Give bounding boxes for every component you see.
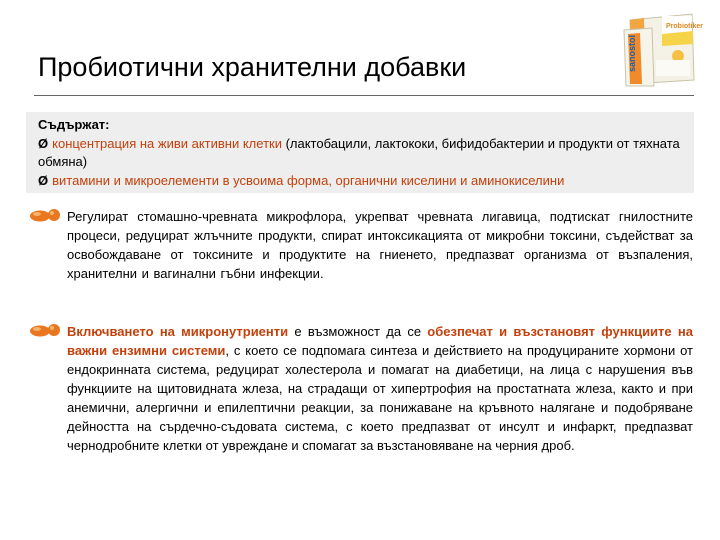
page-title: Пробиотични хранителни добавки <box>38 52 467 82</box>
product-box-image <box>622 10 703 86</box>
contains-bullet-1-highlight: концентрация на живи активни клетки <box>52 135 282 151</box>
contains-bullet-2 <box>38 172 694 191</box>
contains-bullet-2-highlight: витамини и микроелементи в усвоима форма, органични киселини и аминокиселини <box>52 172 565 188</box>
micronutrients-text-2: , с което се подпомага синтеза и действието на продуцираните хормони от ендокринната система, редуцират холестерола и помагат на диабетици, на лица с нарушения във функциите на щитовидната жлеза, на страдащи от хипертрофия на простатната жлеза, както и при анемични, алергични и епилептични реакции, за понижаване на кръвното налягане и подобряване дейността на сърдечно-съдовата система, с което предпазват от инсулт и инфаркт, предпазват чернодробните клетки от увреждане и спомагат за възстановяване на черния дроб. <box>67 343 693 453</box>
contains-bullet-1-text: (лактобацили, лактококи, бифидобактерии и продукти от тяхната обмяна) <box>38 135 680 169</box>
arrow-bullet-icon: Ø <box>38 172 49 188</box>
contains-heading: Съдържат: <box>38 117 110 132</box>
contains-section <box>38 116 694 190</box>
product-subtitle-text: Probiotiker <box>666 23 703 30</box>
orange-bullet-icon <box>29 323 61 337</box>
paragraph-regulation: Регулират стомашно-чревната микрофлора, укрепват чревната лигавица, подтискат гнилостните процеси, редуцират жлъчните продукти, спират интоксикацията от микробни токсини, съдействат за освобождаване от токсините и продуктите на гниенето, предпазват организма от възпаления, хранителни и вагинални гъбни инфекции. <box>67 209 693 281</box>
arrow-bullet-icon: Ø <box>38 135 49 151</box>
micronutrients-text-1: е възможност да се <box>288 324 428 339</box>
product-brand-text: sanostol <box>627 34 637 72</box>
micronutrients-highlight: Включването на микронутриенти <box>67 324 289 339</box>
paragraph-micronutrients <box>67 322 693 455</box>
orange-bullet-icon <box>29 208 61 222</box>
title-divider <box>34 95 694 96</box>
contains-bullet-1 <box>38 135 694 172</box>
enzyme-systems-highlight: обезпечат и възстановят функциите на важни ензимни системи <box>67 324 693 358</box>
